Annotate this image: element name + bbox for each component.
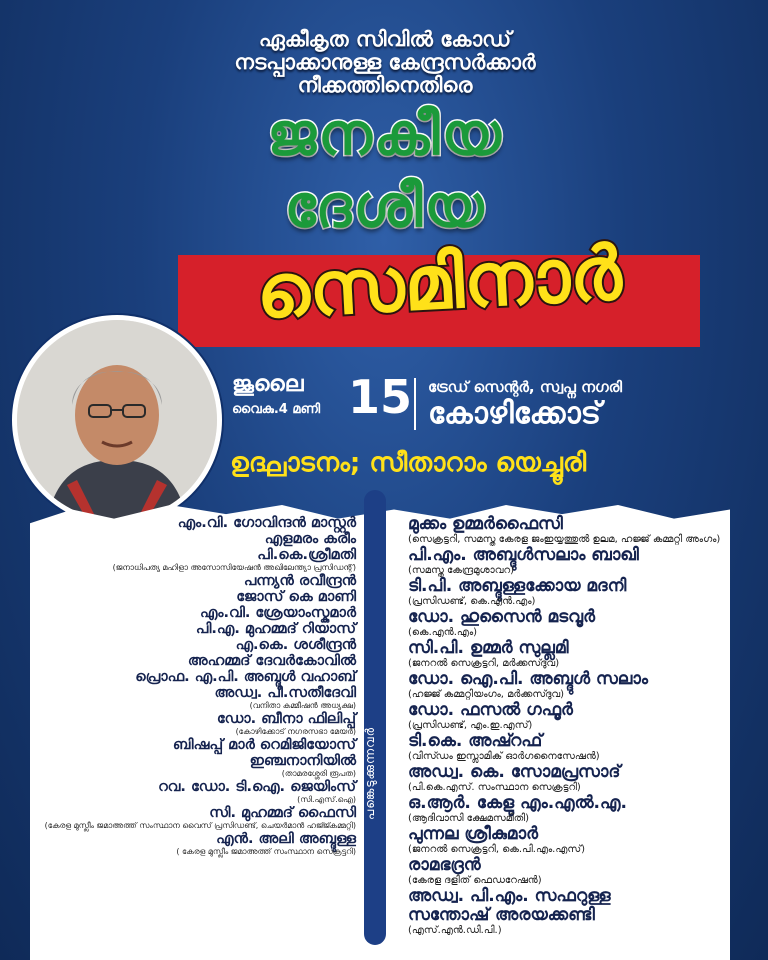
- participant-item: [408, 906, 728, 937]
- participant-item: [34, 831, 356, 857]
- participant-role: (കേരള മുസ്ലീം ജമാഅത്ത് സംസ്ഥാന വൈസ് പ്രസിഡണ്ട്, ചെയർമാൻ ഹജ്ജ്കമ്മറ്റി): [44, 821, 356, 830]
- participant-name: ടി.പി. അബ്ദുള്ളക്കോയ മദനി: [408, 576, 627, 596]
- participant-name: ബിഷപ്പ് മാർ റെമിജിയോസ്: [172, 737, 356, 753]
- participant-item: [34, 531, 356, 547]
- participant-item: [34, 805, 356, 831]
- participants-left: [34, 515, 356, 857]
- participant-name: ഡോ. ഫസൽ ഗഫൂർ: [408, 700, 573, 720]
- participant-item: [408, 887, 728, 906]
- participant-name: അഡ്വ. പി.സതീദേവി: [214, 685, 356, 701]
- participant-item: [34, 737, 356, 753]
- participant-name: അഡ്വ. കെ. സോമപ്രസാദ്: [408, 762, 621, 782]
- participant-name: ഇഞ്ചനാനിയിൽ: [249, 753, 356, 769]
- participant-name: ഡോ. ഐ.പി. അബ്ദുൾ സലാം: [408, 669, 649, 689]
- participants-label: പങ്കെടുക്കുന്നവർ: [363, 726, 377, 820]
- participant-name: മുക്കം ഉമ്മർഫൈസി: [408, 514, 563, 534]
- participant-role: (സി.എസ്.ഐ): [297, 795, 356, 804]
- participant-role: (പി.കെ.എസ്. സംസ്ഥാന സെക്രട്ടറി): [408, 782, 581, 793]
- participant-name: എം.വി. ഗോവിന്ദൻ മാസ്റ്റർ: [177, 515, 356, 531]
- participant-item: [408, 794, 728, 825]
- participant-role: (പ്രസിഡണ്ട്, കെ.എൻ.എം): [408, 596, 536, 607]
- participant-role: (സമസ്ത കേന്ദ്രമുശാവറ): [408, 565, 514, 576]
- event-month: ജൂലൈ: [232, 372, 304, 397]
- event-venue: ട്രേഡ് സെന്റർ, സ്വപ്ന നഗരി: [428, 378, 623, 396]
- participant-item: [34, 653, 356, 669]
- participant-role: (ഹജ്ജ് കമ്മറ്റിയംഗം, മർക്കസ്ദുവ): [408, 689, 565, 700]
- participant-item: [34, 669, 356, 685]
- participant-name: പി.കെ.ശ്രീമതി: [257, 547, 356, 563]
- participant-item: [34, 621, 356, 637]
- participant-item: [34, 573, 356, 589]
- header-subtitle: [150, 28, 620, 97]
- event-city: കോഴിക്കോട്: [428, 396, 602, 431]
- participant-name: എൻ. അലി അബ്ദുള്ള: [216, 831, 356, 847]
- participant-item: [408, 856, 728, 887]
- participant-role: ( കേരള മുസ്ലീം ജമാഅത്ത് സംസ്ഥാന സെക്രട്ടറി): [176, 847, 356, 856]
- participant-name: അഹമ്മദ് ദേവർകോവിൽ: [187, 653, 356, 669]
- participant-role: (പ്രസിഡണ്ട്, എം.ഇ.എസ്): [408, 720, 533, 731]
- participant-item: [34, 605, 356, 621]
- header-line-3: നീക്കത്തിനെതിരെ: [297, 73, 473, 97]
- title-desheeya: ദേശീയ: [284, 172, 486, 240]
- participant-item: [34, 589, 356, 605]
- participant-name: പി.എം. അബ്ദുൾസലാം ബാഖി: [408, 545, 639, 565]
- participant-item: [408, 701, 728, 732]
- title-seminar: സെമിനാർ: [254, 230, 624, 336]
- participant-role: (കോഴിക്കോട് നഗരസഭാ മേയർ): [235, 727, 356, 736]
- participant-item: [34, 753, 356, 779]
- participant-name: എളമരം കരീം: [264, 531, 356, 547]
- participant-name: ടി.കെ. അഷ്റഫ്: [408, 731, 543, 751]
- participant-name: രാമഭദ്രൻ: [408, 855, 481, 875]
- participant-item: [408, 670, 728, 701]
- date-separator: [414, 378, 416, 430]
- participant-name: എ.കെ. ശശീന്ദ്രൻ: [235, 637, 356, 653]
- participant-role: (ആദിവാസി ക്ഷേമസമിതി): [408, 813, 530, 824]
- participant-role: (ജനറൽ സെക്രട്ടറി, കെ.പി.എം.എസ്): [408, 844, 586, 855]
- participant-name: സി. മുഹമ്മദ് ഫൈസി: [209, 805, 356, 821]
- participant-item: [408, 763, 728, 794]
- participant-name: പ്രൊഫ. എ.പി. അബ്ദുൾ വഹാബ്: [135, 669, 356, 685]
- participant-name: സന്തോഷ് അരയക്കണ്ടി: [408, 905, 595, 925]
- participant-role: (വിസ്ഡം ഇസ്ലാമിക് ഓർഗനൈസേഷൻ): [408, 751, 600, 762]
- participant-item: [34, 685, 356, 711]
- participant-item: [34, 515, 356, 531]
- event-day: 15: [348, 370, 413, 424]
- participant-item: [408, 639, 728, 670]
- participant-role: (ജനറൽ സെക്രട്ടറി, മർക്കസ്ദുവ): [408, 658, 560, 669]
- participant-name: പന്ന്യൻ രവീന്ദ്രൻ: [243, 573, 356, 589]
- participant-name: ഡോ. ബീനാ ഫിലിപ്പ്: [216, 711, 356, 727]
- participants-right: [408, 515, 728, 937]
- participant-item: [408, 546, 728, 577]
- participant-item: [408, 515, 728, 546]
- header-line-1: ഏകീകൃത സിവിൽ കോഡ്: [258, 27, 512, 51]
- participant-name: റവ. ഡോ. ടി.ഐ. ജെയിംസ്: [158, 779, 356, 795]
- inauguration: ഉദ്ഘാടനം; സീതാറാം യെച്ചൂരി: [230, 448, 587, 478]
- participant-role: (എസ്.എൻ.ഡി.പി.): [408, 925, 502, 936]
- participant-name: ഒ.ആർ. കേളു എം.എൽ.എ.: [408, 793, 627, 813]
- participant-item: [408, 732, 728, 763]
- participant-role: (സെക്രട്ടറി, സമസ്ത കേരള ജംഇയ്യത്തുൽ ഉലമ, ഹജ്ജ് കമ്മറ്റി അംഗം): [408, 534, 721, 545]
- participant-item: [34, 547, 356, 573]
- participant-role: (ജനാധിപത്യ മഹിളാ അസോസിയേഷൻ അഖിലേന്ത്യാ പ്രസിഡന്റ്): [112, 563, 356, 572]
- participant-item: [34, 779, 356, 805]
- participant-name: അഡ്വ. പി.എം. സഫറുള്ള: [408, 886, 611, 906]
- title-janakeeya: ജനകീയ: [267, 100, 503, 168]
- participant-name: പി.എ. മുഹമ്മദ് റിയാസ്: [195, 621, 356, 637]
- participant-item: [408, 577, 728, 608]
- speaker-photo: [12, 315, 222, 525]
- participant-role: (താമരശ്ശേരി രൂപത): [281, 769, 356, 778]
- participant-name: പുന്നല ശ്രീകുമാർ: [408, 824, 538, 844]
- participant-name: എം.വി. ശ്രേയാംസ്കുമാർ: [199, 605, 356, 621]
- header-line-2: നടപ്പാക്കാനുള്ള കേന്ദ്രസർക്കാർ: [234, 50, 536, 74]
- participant-item: [34, 637, 356, 653]
- participant-item: [408, 825, 728, 856]
- participant-name: ഡോ. ഹുസൈൻ മടവൂർ: [408, 607, 596, 627]
- participant-name: സി.പി. ഉമ്മർ സുല്ലമി: [408, 638, 569, 658]
- participant-role: (കെ.എൻ.എം): [408, 627, 478, 638]
- participant-item: [408, 608, 728, 639]
- participant-role: (വനിതാ കമ്മീഷൻ അധ്യക്ഷ): [249, 701, 356, 710]
- participant-item: [34, 711, 356, 737]
- participant-role: (കേരള ദളിത് ഫെഡറേഷൻ): [408, 875, 542, 886]
- event-time: വൈകു.4 മണി: [232, 402, 321, 417]
- participant-name: ജോസ് കെ മാണി: [236, 589, 356, 605]
